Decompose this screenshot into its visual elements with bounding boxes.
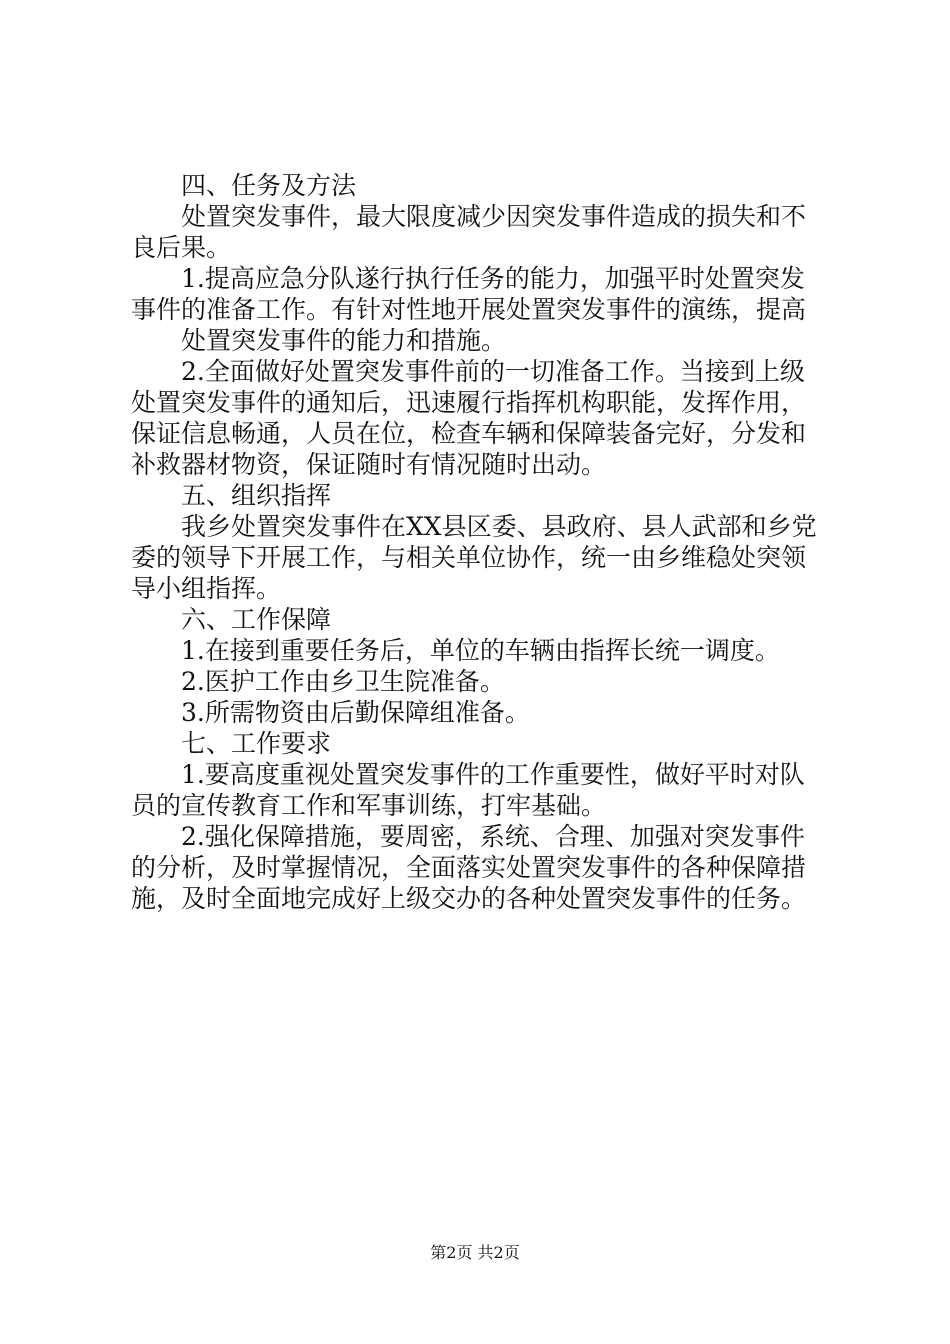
text-line: 1.在接到重要任务后，单位的车辆由指挥长统一调度。	[181, 636, 780, 665]
text-line: 处置突发事件的能力和措施。	[181, 326, 507, 355]
text-line: 的分析，及时掌握情况，全面落实处置突发事件的各种保障措	[131, 853, 807, 882]
text-line: 2.医护工作由乡卫生院准备。	[181, 667, 505, 696]
text-line: 3.所需物资由后勤保障组准备。	[181, 698, 530, 727]
document-body	[131, 170, 831, 914]
text-line: 七、工作要求	[181, 729, 332, 758]
text-line: 2.全面做好处置突发事件前的一切准备工作。当接到上级	[181, 357, 805, 386]
text-line: 处置突发事件，最大限度减少因突发事件造成的损失和不	[181, 202, 807, 231]
text-line: 保证信息畅通，人员在位，检查车辆和保障装备完好，分发和	[131, 419, 807, 448]
text-line: 补救器材物资，保证随时有情况随时出动。	[131, 450, 607, 479]
text-line: 1.要高度重视处置突发事件的工作重要性，做好平时对队	[181, 760, 805, 789]
text-line: 施，及时全面地完成好上级交办的各种处置突发事件的任务。	[131, 884, 807, 913]
text-line: 1.提高应急分队遂行执行任务的能力，加强平时处置突发	[181, 264, 805, 293]
text-line: 四、任务及方法	[181, 171, 357, 200]
text-line: 导小组指挥。	[131, 574, 282, 603]
text-line: 委的领导下开展工作，与相关单位协作，统一由乡维稳处突领	[131, 543, 807, 572]
text-line: 我乡处置突发事件在XX县区委、县政府、县人武部和乡党	[181, 512, 817, 541]
text-line: 六、工作保障	[181, 605, 332, 634]
text-line: 处置突发事件的通知后，迅速履行指挥机构职能，发挥作用，	[131, 388, 807, 417]
text-line: 2.强化保障措施，要周密，系统、合理、加强对突发事件	[181, 822, 805, 851]
text-line: 员的宣传教育工作和军事训练，打牢基础。	[131, 791, 607, 820]
text-line: 良后果。	[131, 233, 232, 262]
text-line: 事件的准备工作。有针对性地开展处置突发事件的演练，提高	[131, 295, 807, 324]
text-line: 五、组织指挥	[181, 481, 332, 510]
page-footer: 第2页 共2页	[430, 1243, 520, 1262]
